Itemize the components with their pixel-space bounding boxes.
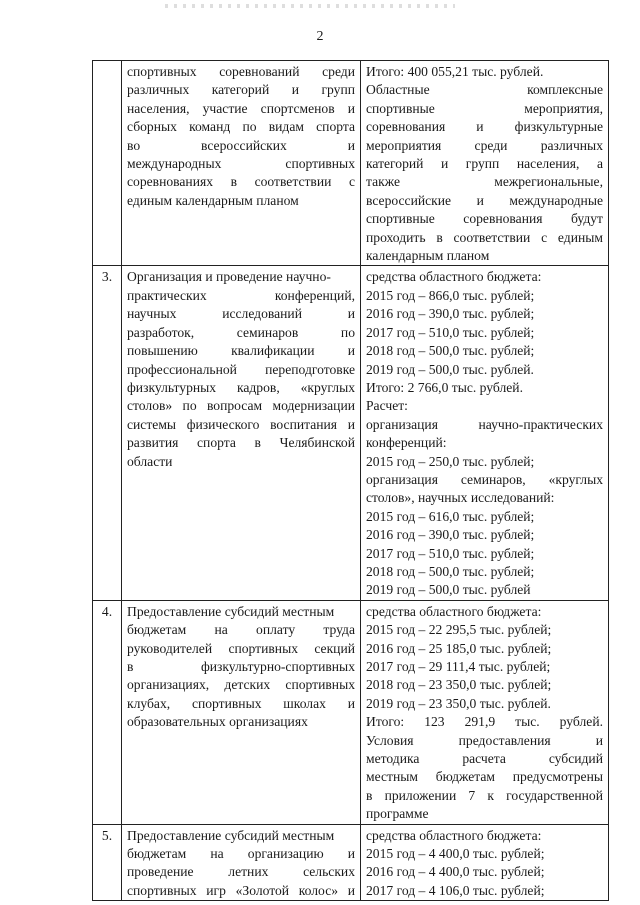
description-line: во всероссийских и [127,137,355,153]
funding-line: Областные комплексные [366,82,603,98]
funding-line: местным бюджетам предусмотрены [366,769,603,785]
funding-details [361,61,609,266]
table-row [93,266,609,600]
activity-description [122,61,361,266]
activity-description [122,600,361,824]
funding-line: мероприятия среди различных [366,137,603,153]
funding-line: организация научно-практических [366,416,603,432]
description-line: руководителей спортивных секций [127,640,355,656]
funding-line: 2018 год – 23 350,0 тыс. рублей; [366,677,552,693]
funding-details [361,600,609,824]
funding-line: Условия предоставления и [366,732,603,748]
description-line: бюджетам на организацию и [127,846,355,862]
funding-line: Итого: 400 055,21 тыс. рублей. [366,64,544,79]
description-line: единым календарным планом [127,192,299,208]
activity-description [122,266,361,600]
funding-line: Итого: 2 766,0 тыс. рублей. [366,379,523,395]
funding-line: 2015 год – 250,0 тыс. рублей; [366,453,535,469]
description-line: профессиональной переподготовке [127,361,355,377]
description-line: повышению квалификации и [127,343,355,359]
description-line: Предоставление субсидий местным [127,603,335,619]
description-line: столов» по вопросам модернизации [127,398,355,414]
activity-description [122,824,361,901]
description-line: различных категорий и групп [127,82,355,98]
description-line: клубах, спортивных школах и [127,695,355,711]
funding-line: 2015 год – 866,0 тыс. рублей; [366,287,535,303]
row-number: 3. [93,266,122,600]
table-row [93,824,609,901]
funding-line: Расчет: [366,398,408,414]
scan-artifact [165,4,455,8]
funding-line: 2018 год – 500,0 тыс. рублей; [366,563,535,579]
funding-line: спортивные мероприятия, [366,100,603,116]
table-row [93,600,609,824]
row-number: 5. [93,824,122,901]
funding-line: столов», научных исследований: [366,490,555,506]
description-line: разработок, семинаров по [127,324,355,340]
description-line: спортивных игр «Золотой колос» и [127,882,355,898]
description-line: организациях, детских спортивных [127,677,355,693]
funding-line: организация семинаров, «круглых [366,471,603,487]
funding-line: программе [366,806,429,822]
description-line: спортивных соревнований среди [127,64,355,79]
funding-line: 2016 год – 390,0 тыс. рублей; [366,527,535,543]
description-line: физкультурных кадров, «круглых [127,379,355,395]
description-line: развития спорта в Челябинской [127,435,355,451]
page-number: 2 [316,29,324,44]
funding-line: соревнования и физкультурные [366,119,603,135]
description-line: сборных команд по видам спорта [127,119,355,135]
funding-line: 2015 год – 616,0 тыс. рублей; [366,508,535,524]
funding-line: 2016 год – 390,0 тыс. рублей; [366,306,535,322]
funding-line: 2019 год – 500,0 тыс. рублей [366,582,531,598]
funding-details [361,266,609,600]
description-line: Организация и проведение научно- [127,269,331,285]
description-line: населения, участие спортсменов и [127,100,355,116]
funding-line: 2017 год – 29 111,4 тыс. рублей; [366,659,551,674]
description-line: проведение летних сельских [127,864,355,880]
funding-line: всероссийские и международные [366,192,603,208]
funding-line: средства областного бюджета: [366,827,542,843]
funding-line: средства областного бюджета: [366,603,542,619]
funding-line: категорий и групп населения, а [366,156,603,172]
description-line: бюджетам на оплату труда [127,622,355,638]
description-line: соревнованиях в соответствии с [127,174,355,190]
funding-line: 2016 год – 25 185,0 тыс. рублей; [366,640,552,656]
row-number: 4. [93,600,122,824]
funding-line: 2016 год – 4 400,0 тыс. рублей; [366,864,545,880]
funding-line: в приложении 7 к государственной [366,787,603,803]
funding-line: 2017 год – 510,0 тыс. рублей; [366,545,535,561]
funding-line: Итого: 123 291,9 тыс. рублей. [366,714,603,730]
funding-line: конференций: [366,435,447,451]
description-line: системы физического воспитания и [127,416,355,432]
funding-line: 2019 год – 23 350,0 тыс. рублей. [366,695,551,711]
funding-line: методика расчета субсидий [366,751,603,767]
description-line: области [127,453,173,469]
description-line: международных спортивных [127,156,355,172]
funding-line: также межрегиональные, [366,174,603,190]
funding-line: 2015 год – 22 295,5 тыс. рублей; [366,622,552,638]
funding-line: 2017 год – 510,0 тыс. рублей; [366,324,535,340]
funding-line: проходить в соответствии с единым [366,229,603,245]
description-line: образовательных организациях [127,714,308,730]
row-number [93,61,122,266]
funding-line: средства областного бюджета: [366,269,542,285]
description-line: практических конференций, [127,287,355,303]
funding-line: 2018 год – 500,0 тыс. рублей; [366,343,535,359]
funding-line: 2015 год – 4 400,0 тыс. рублей; [366,846,545,862]
description-line: в физкультурно-спортивных [127,659,355,674]
description-line: Предоставление субсидий местным [127,827,335,843]
funding-line: спортивные соревнования будут [366,211,603,227]
description-line: научных исследований и [127,306,355,322]
funding-line: календарным планом [366,248,490,264]
table-row [93,61,609,266]
funding-line: 2019 год – 500,0 тыс. рублей. [366,361,534,377]
funding-line: 2017 год – 4 106,0 тыс. рублей; [366,882,545,898]
program-table [92,60,609,901]
funding-details [361,824,609,901]
